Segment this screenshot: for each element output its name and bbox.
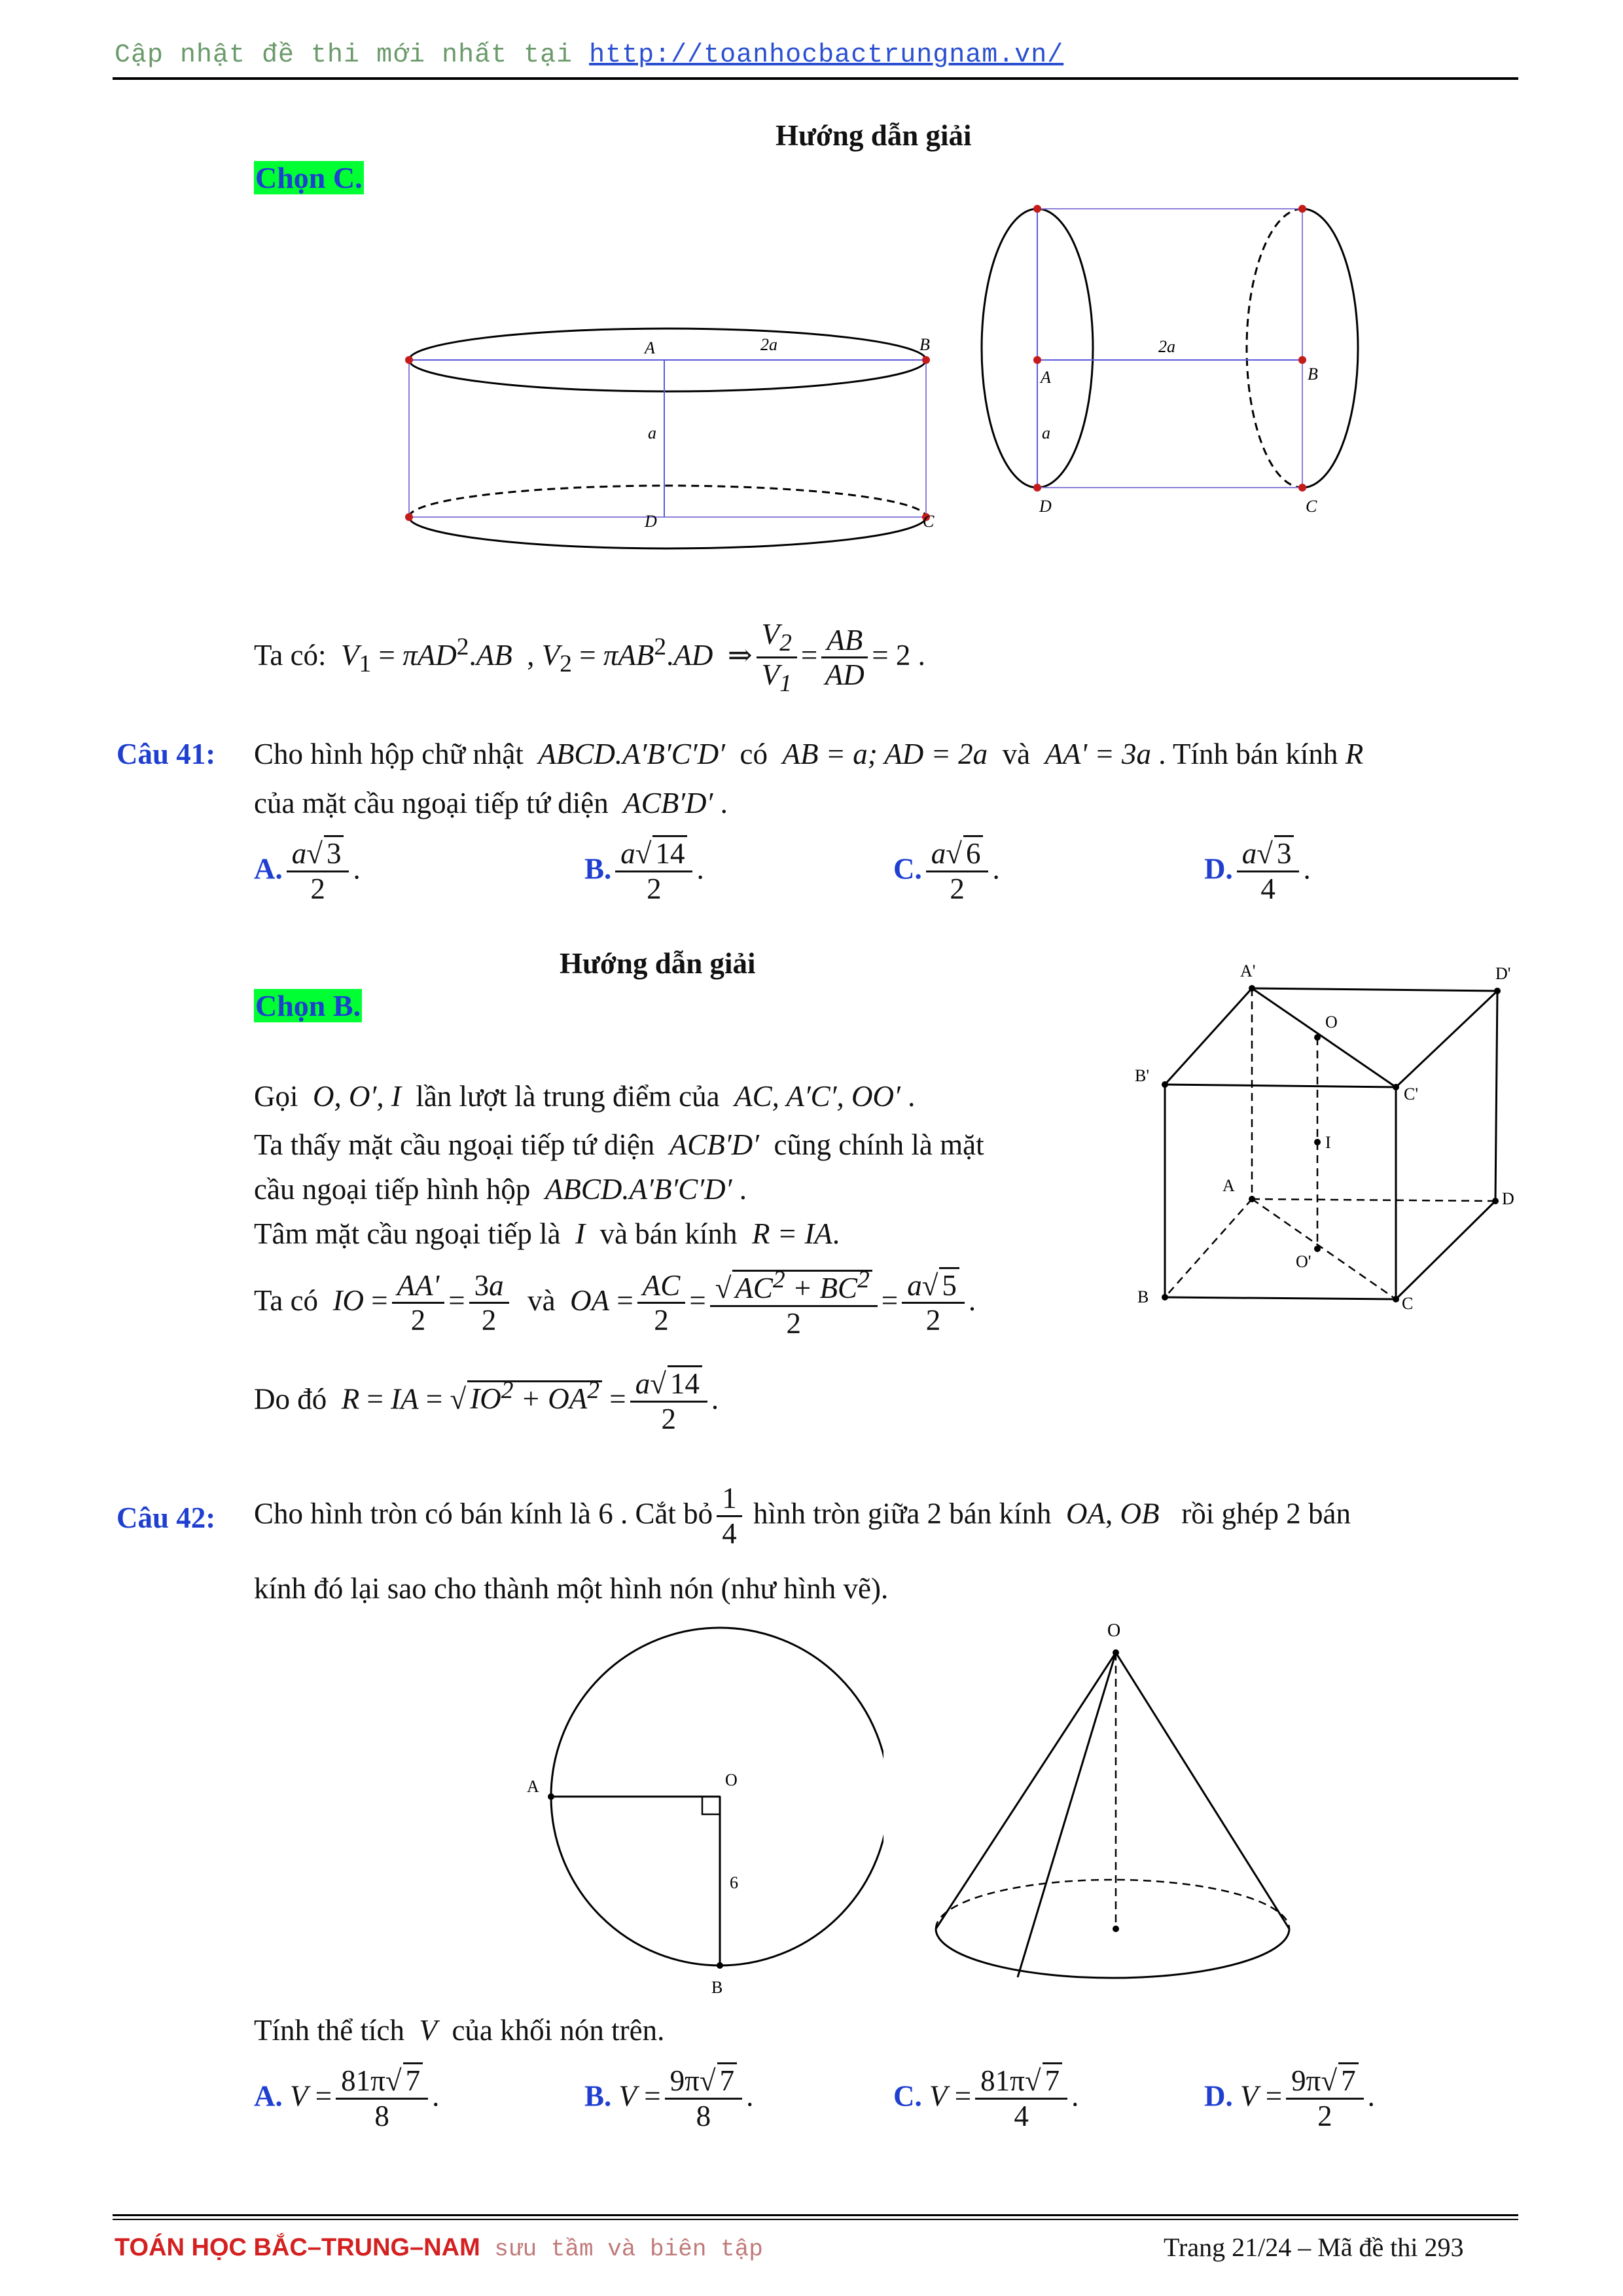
fig2-label-a: a — [1042, 423, 1050, 442]
q42-ask: Tính thể tích V của khối nón trên. — [254, 2014, 665, 2047]
page-header — [115, 41, 1063, 70]
q42-circle-figure — [517, 1623, 883, 2003]
box-label-C1: C' — [1404, 1085, 1419, 1103]
box-label-D1: D' — [1495, 964, 1511, 983]
fig2-label-2a: 2a — [1158, 337, 1175, 356]
header-link[interactable]: http://toanhocbactrungnam.vn/ — [589, 41, 1064, 70]
q41-option-d[interactable]: D. $\frac{a√ 3}{4}$ . — [1204, 838, 1311, 906]
q41-sol-line6: Do đó R = IA = √ $IO^2 + OA^2$ = $\frac{a√ 14}{2}$ . — [254, 1368, 719, 1436]
q41-label: Câu 41: — [116, 738, 216, 770]
q40-choice: Chọn C. — [255, 161, 363, 194]
q41-guide-title: Hướng dẫn giải — [560, 947, 756, 980]
box-label-O1: O' — [1296, 1252, 1311, 1271]
q42-option-a[interactable]: A. V = $\frac{81\pi√ 7}{8}$ . — [254, 2065, 439, 2133]
fig2-label-D: D — [1039, 497, 1052, 516]
box-label-D: D — [1502, 1189, 1514, 1208]
q41-option-a[interactable]: A. $\frac{a√ 3}{2}$ . — [254, 838, 361, 906]
fig1-label-a: a — [648, 423, 656, 442]
q40-formula: Ta có: $V_1 = \pi AD^2.AB$ , $V_2 = \pi AB^2.AD$ ⇒ $\frac{V_2}{V_1}$ = $\frac{AB}{AD}$ = 2 . — [254, 618, 925, 698]
q42-option-d[interactable]: D. V = $\frac{9\pi√ 7}{2}$ . — [1204, 2065, 1375, 2133]
circle-label-O: O — [725, 1770, 738, 1789]
footer-page: Trang 21/24 – Mã đề thi 293 — [1164, 2233, 1464, 2262]
fig1-label-C: C — [923, 512, 935, 531]
q41-sol-line5: Ta có IO = $\frac{AA'}{2}$ = $\frac{3a}{2}$ và OA = $\frac{AC}{2}$ = $\frac{√ AC^2 + BC^2}{2}$ = $\frac{a√ 5}{2}$ . — [254, 1266, 976, 1340]
fig2-label-B: B — [1308, 365, 1318, 384]
header-rule — [113, 77, 1518, 80]
q41-sol-line1: Gọi O, O′, I lần lượt là trung điểm của AC, A′C′, OO′ . — [254, 1080, 916, 1113]
fig2-label-A: A — [1041, 368, 1051, 387]
box-label-B1: B' — [1135, 1066, 1150, 1085]
box-label-I: I — [1325, 1133, 1331, 1152]
circle-label-6: 6 — [730, 1873, 738, 1892]
box-label-O: O — [1325, 1013, 1338, 1031]
q41-sol-line4: Tâm mặt cầu ngoại tiếp là I và bán kính R = IA. — [254, 1217, 840, 1250]
q41-stem-line2: của mặt cầu ngoại tiếp tứ diện ACB′D′ . — [254, 787, 728, 819]
footer-brand: TOÁN HỌC BẮC–TRUNG–NAM sưu tầm và biên tập — [115, 2234, 763, 2263]
q41-stem-line1: Cho hình hộp chữ nhật ABCD.A′B′C′D′ có AB = a; AD = 2a và AA' = 3a . Tính bán kính R — [254, 738, 1364, 770]
q41-sol-line3: cầu ngoại tiếp hình hộp ABCD.A′B′C′D′ . — [254, 1173, 747, 1206]
box-label-C: C — [1402, 1294, 1414, 1313]
q42-stem-line1: Cho hình tròn có bán kính là 6 . Cắt bỏ $\frac{1}{4}$ hình tròn giữa 2 bán kính OA, OB rồi ghép 2 bán — [254, 1482, 1351, 1550]
box-label-B: B — [1137, 1287, 1149, 1306]
q42-stem-line2: kính đó lại sao cho thành một hình nón (như hình vẽ). — [254, 1572, 889, 1605]
q42-label: Câu 42: — [116, 1501, 216, 1534]
circle-label-A: A — [527, 1777, 539, 1796]
q41-option-c[interactable]: C. $\frac{a√ 6}{2}$ . — [893, 838, 1000, 906]
circle-label-B: B — [711, 1978, 723, 1997]
q40-guide-title: Hướng dẫn giải — [776, 119, 972, 152]
fig1-label-D: D — [645, 512, 657, 531]
q41-sol-line2: Ta thấy mặt cầu ngoại tiếp tứ diện ACB′D′ cũng chính là mặt — [254, 1128, 984, 1161]
header-prefix: Cập nhật đề thi mới nhất tại — [115, 41, 590, 70]
fig1-label-2a: 2a — [760, 335, 777, 354]
fig1-label-B: B — [919, 335, 930, 354]
q42-cone-figure — [916, 1613, 1322, 1986]
box-label-A: A — [1222, 1176, 1235, 1195]
cone-label-O: O — [1107, 1621, 1121, 1641]
q42-option-c[interactable]: C. V = $\frac{81\pi√ 7}{4}$ . — [893, 2065, 1079, 2133]
fig1-label-A: A — [645, 338, 655, 357]
box-label-A1: A' — [1240, 961, 1256, 980]
q41-choice: Chọn B. — [255, 989, 361, 1022]
fig2-label-C: C — [1306, 497, 1317, 516]
q41-option-b[interactable]: B. $\frac{a√ 14}{2}$ . — [584, 838, 704, 906]
q40-cylinder-figure-2 — [975, 196, 1368, 537]
footer-rule-1 — [113, 2214, 1518, 2216]
q42-option-b[interactable]: B. V = $\frac{9\pi√ 7}{8}$ . — [584, 2065, 753, 2133]
q40-cylinder-figure-1 — [393, 321, 942, 569]
q41-box-figure — [1126, 956, 1518, 1322]
footer-rule-2 — [113, 2219, 1518, 2220]
